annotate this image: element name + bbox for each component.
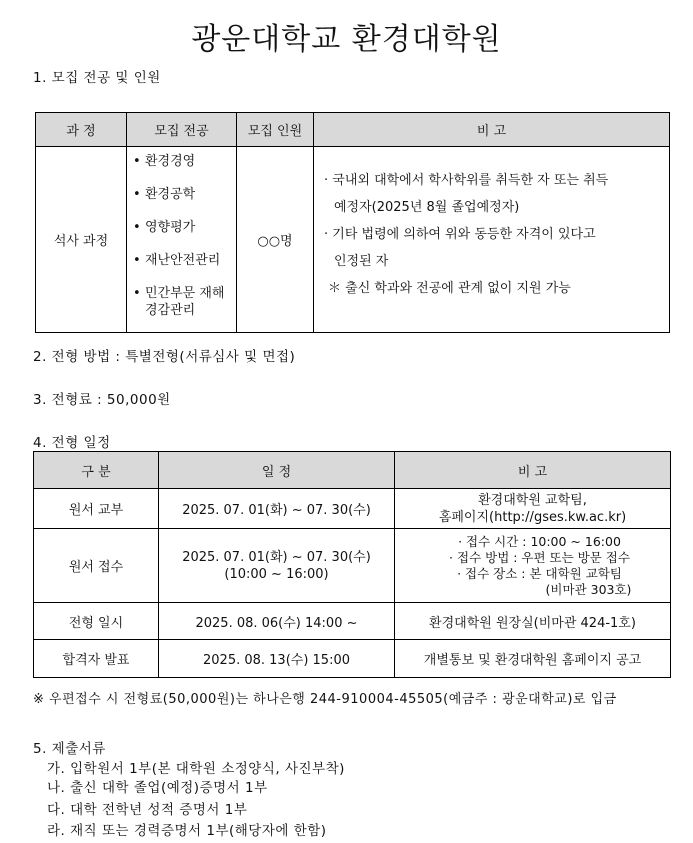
document-item: 라. 재직 또는 경력증명서 1부(해당자에 한함) xyxy=(47,823,327,839)
row-note xyxy=(395,489,671,529)
course-cell: 석사 과정 xyxy=(36,147,127,333)
schedule-table xyxy=(33,451,671,678)
row-note: 환경대학원 원장실(비마관 424-1호) xyxy=(395,603,671,640)
document-item: 가. 입학원서 1부(본 대학원 소정양식, 사진부착) xyxy=(47,761,345,777)
document-item: 다. 대학 전학년 성적 증명서 1부 xyxy=(47,802,248,818)
row-date: 2025. 07. 01(화) ~ 07. 30(수) xyxy=(159,489,395,529)
recruitment-table xyxy=(35,112,670,333)
majors-list xyxy=(127,147,236,319)
remarks-cell xyxy=(314,147,670,333)
section-3: 3. 전형료 : 50,000원 xyxy=(33,392,171,408)
section-4-heading: 4. 전형 일정 xyxy=(33,435,111,451)
count-cell: ○○명 xyxy=(237,147,314,333)
row-label: 원서 교부 xyxy=(34,489,159,529)
row-date: 2025. 08. 13(수) 15:00 xyxy=(159,640,395,678)
note-line: (비마관 303호) xyxy=(545,581,632,597)
majors-cell xyxy=(127,147,237,333)
row-note xyxy=(395,529,671,603)
note-line: · 접수 방법 : 우편 또는 방문 접수 xyxy=(449,549,630,565)
note-line: 홈페이지(http://gses.kw.ac.kr) xyxy=(438,509,627,525)
note-line: 인정된 자 xyxy=(334,254,389,269)
major-item: • 재난안전관리 xyxy=(133,252,236,269)
header-count: 모집 인원 xyxy=(237,113,314,147)
row-date: 2025. 08. 06(수) 14:00 ~ xyxy=(159,603,395,640)
note-line: · 국내외 대학에서 학사학위를 취득한 자 또는 취득 xyxy=(324,173,609,188)
header-remarks: 비 고 xyxy=(314,113,670,147)
section-2: 2. 전형 방법 : 특별전형(서류심사 및 면접) xyxy=(33,349,296,365)
section-5-heading: 5. 제출서류 xyxy=(33,741,106,757)
major-item: • 민간부문 재해경감관리 xyxy=(133,285,236,319)
note-line: 예정자(2025년 8월 졸업예정자) xyxy=(334,200,520,215)
document-item: 나. 출신 대학 졸업(예정)증명서 1부 xyxy=(47,780,268,796)
major-item: • 환경경영 xyxy=(133,153,236,170)
note-line: · 기타 법령에 의하여 위와 동등한 자격이 있다고 xyxy=(324,227,596,242)
row-label: 원서 접수 xyxy=(34,529,159,603)
payment-footnote: ※ 우편접수 시 전형료(50,000원)는 하나은행 244-910004-45505(예금주 : 광운대학교)로 입금 xyxy=(33,692,617,707)
header-course: 과 정 xyxy=(36,113,127,147)
row-note: 개별통보 및 환경대학원 홈페이지 공고 xyxy=(395,640,671,678)
note-line: 환경대학원 교학팀, xyxy=(478,492,587,508)
header-major: 모집 전공 xyxy=(127,113,237,147)
header-schedule: 일 정 xyxy=(159,452,395,489)
row-label: 합격자 발표 xyxy=(34,640,159,678)
major-item: • 영향평가 xyxy=(133,219,236,236)
date-line: (10:00 ~ 16:00) xyxy=(224,566,329,582)
date-line: 2025. 07. 01(화) ~ 07. 30(수) xyxy=(182,549,371,565)
header-category: 구 분 xyxy=(34,452,159,489)
major-item: • 환경공학 xyxy=(133,186,236,203)
note-line: · 접수 장소 : 본 대학원 교학팀 xyxy=(457,565,622,581)
row-label: 전형 일시 xyxy=(34,603,159,640)
header-remarks: 비 고 xyxy=(395,452,671,489)
page-title: 광운대학교 환경대학원 xyxy=(191,22,502,57)
note-line: · 접수 시간 : 10:00 ~ 16:00 xyxy=(458,533,621,549)
note-line: ＊ 출신 학과와 전공에 관계 없이 지원 가능 xyxy=(328,281,571,296)
row-date xyxy=(159,529,395,603)
section-1-heading: 1. 모집 전공 및 인원 xyxy=(33,70,161,86)
